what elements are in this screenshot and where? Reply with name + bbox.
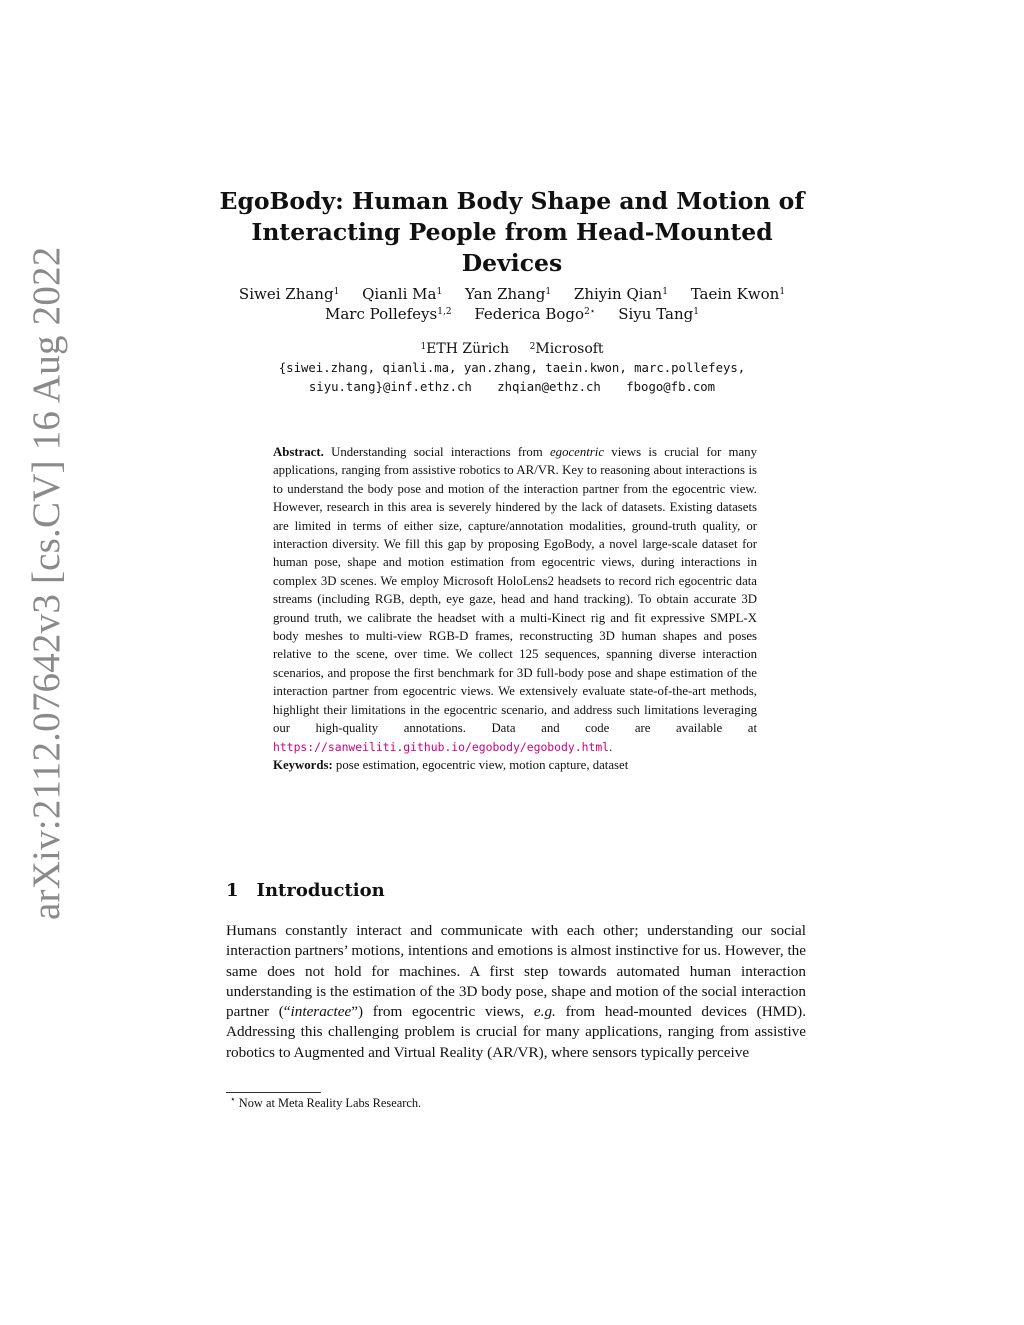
author-name: Marc Pollefeys xyxy=(325,305,438,323)
abstract-block xyxy=(273,443,757,774)
affiliation-name: ETH Zürich xyxy=(426,341,510,357)
author xyxy=(474,305,595,323)
intro-text: from head-mounted devices (HMD). Addressing this challenging problem is crucial for many applications, ranging from assistive robotics to Augmented and Virtual Reality (AR/VR), where sensors typically perceive xyxy=(226,1003,807,1061)
author xyxy=(325,305,452,323)
affiliation-mark: 2 xyxy=(529,342,536,352)
author-affiliation-mark: 1 xyxy=(779,287,786,297)
affiliation-name: Microsoft xyxy=(535,341,604,357)
paper-title xyxy=(200,186,824,279)
author-list xyxy=(200,284,824,324)
author-name: Taein Kwon xyxy=(690,285,780,303)
author-row-2 xyxy=(200,304,824,324)
footnote-divider xyxy=(226,1092,321,1093)
email-line-2 xyxy=(200,378,824,397)
author-name: Siyu Tang xyxy=(618,305,694,323)
author xyxy=(239,285,339,303)
section-number: 1 xyxy=(226,880,239,901)
author xyxy=(465,285,551,303)
email-address: fbogo@fb.com xyxy=(626,380,716,394)
author-affiliation-mark: 1 xyxy=(545,287,552,297)
intro-emphasis: interactee xyxy=(290,1003,352,1021)
footnote-text: Now at Meta Reality Labs Research. xyxy=(238,1096,422,1110)
author-affiliation-mark: 1,2 xyxy=(437,307,452,317)
footnote-mark: ⋆ xyxy=(230,1094,236,1104)
dataset-link[interactable]: https://sanweiliti.github.io/egobody/egobody.html xyxy=(273,739,610,754)
email-list xyxy=(200,359,824,397)
email-line-1: {siwei.zhang, qianli.ma, yan.zhang, taein.kwon, marc.pollefeys, xyxy=(278,361,746,375)
author-name: Zhiyin Qian xyxy=(573,285,663,303)
introduction-body xyxy=(226,921,806,1063)
section-title: Introduction xyxy=(256,880,385,901)
abstract-emphasis: egocentric xyxy=(550,445,605,459)
arxiv-sidebar-stamp: arXiv:2112.07642v3 [cs.CV] 16 Aug 2022 xyxy=(25,246,68,920)
abstract-paragraph xyxy=(273,443,757,756)
author-affiliation-mark: 2⋆ xyxy=(584,307,596,317)
author-affiliation-mark: 1 xyxy=(436,287,443,297)
intro-text: ”) from egocentric views, xyxy=(351,1003,525,1021)
abstract-label: Abstract. xyxy=(273,445,324,459)
abstract-text: Understanding social interactions from xyxy=(331,445,543,459)
author-name: Qianli Ma xyxy=(362,285,437,303)
author-affiliation-mark: 1 xyxy=(333,287,340,297)
keywords-text: pose estimation, egocentric view, motion capture, dataset xyxy=(335,757,629,772)
author xyxy=(691,285,785,303)
keywords-paragraph xyxy=(273,756,757,774)
title-line-1: EgoBody: Human Body Shape and Motion of xyxy=(219,187,805,215)
section-heading-introduction xyxy=(226,880,385,901)
author-name: Yan Zhang xyxy=(464,285,546,303)
email-address: zhqian@ethz.ch xyxy=(497,380,601,394)
intro-text: Humans constantly interact and communicate with each other; understanding our social interaction partners’ motions, intentions and emotions is almost instinctive for us. However, the same does not hold for machines. A first step towards automated human interaction understanding is the estimation of the 3D body pose, shape and motion of the social interaction partner (“ xyxy=(226,922,806,1021)
affiliation-list xyxy=(200,340,824,359)
footnote xyxy=(230,1096,421,1111)
author-affiliation-mark: 1 xyxy=(662,287,668,297)
author-name: Siwei Zhang xyxy=(238,285,334,303)
abstract-period: . xyxy=(609,739,613,754)
author-affiliation-mark: 1 xyxy=(693,307,699,317)
author-name: Federica Bogo xyxy=(474,305,585,323)
author xyxy=(362,285,442,303)
intro-emphasis: e.g. xyxy=(533,1003,556,1021)
email-address: siyu.tang}@inf.ethz.ch xyxy=(308,380,472,394)
intro-paragraph xyxy=(226,921,806,1063)
title-line-2: Interacting People from Head-Mounted Devices xyxy=(251,218,773,277)
affiliation-mark: 1 xyxy=(420,342,427,352)
affiliation xyxy=(530,341,604,357)
author xyxy=(618,305,699,323)
author-row-1 xyxy=(200,284,824,304)
affiliation xyxy=(420,341,509,357)
author xyxy=(574,285,668,303)
keywords-label: Keywords: xyxy=(273,757,333,772)
abstract-text: views is crucial for many applications, ranging from assistive robotics to AR/VR. Key to reasoning about interactions is to understand the body pose and motion of the interaction partner from the egocentric view. However, research in this area is severely hindered by the lack of datasets. Existing datasets are limited in terms of either size, capture/annotation modalities, ground-truth quality, or interaction diversity. We fill this gap by proposing EgoBody, a novel large-scale dataset for human pose, shape and motion estimation from egocentric views, during interactions in complex 3D scenes. We employ Microsoft HoloLens2 headsets to record rich egocentric data streams (including RGB, depth, eye gaze, head and hand tracking). To obtain accurate 3D ground truth, we calibrate the headset with a multi-Kinect rig and fit expressive SMPL-X body meshes to multi-view RGB-D frames, reconstructing 3D human shapes and poses relative to the scene, over time. We collect 125 sequences, spanning diverse interaction scenarios, and propose the first benchmark for 3D full-body pose and shape estimation of the interaction partner from egocentric views. We extensively evaluate state-of-the-art methods, highlight their limitations in the egocentric scenario, and address such limitations leveraging our high-quality annotations. Data and code are available at xyxy=(273,445,757,736)
